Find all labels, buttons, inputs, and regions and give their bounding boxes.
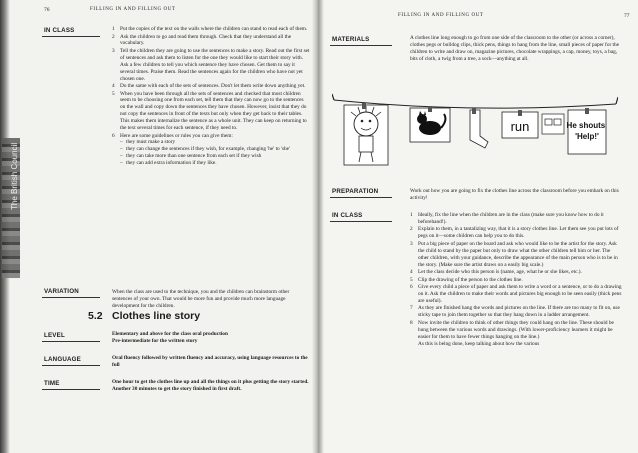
guidelines-list (120, 139, 310, 167)
running-head-left: FILLING IN AND FILLING OUT (90, 7, 176, 12)
list-item: 1 Ideally, fix the line when the children are in the class (make sure you know how to do it beforehand!). (410, 212, 604, 225)
list-item: 1 Put the copies of the text on the walls where the children can stand to read each of them. (112, 26, 308, 32)
list-item: 5 When you have been through all the sets of sentences and checked that most children seem to be choosing one from each set, tell them that they can now go to the sentences on the wall and copy down the sentences they have chosen. However, insist that they do not copy the sentences in front of the texts but only when they get back to their tables. This makes them internalize the sentence as a whole unit. They can keep on returning to the text several times for each sentence, if they need to. (112, 90, 307, 132)
level-text: Elementary and above for the class oral production Pre-intermediate for the written story (112, 331, 228, 344)
list-item: 6 Give every child a piece of paper and ask them to write a word or a sentence, or to do a drawing on it. Ask the children to make their words and pictures big enough to be seen easily (thick pens are useful). (410, 284, 622, 304)
right-page-lower (318, 186, 638, 453)
run-card-text: run (510, 119, 530, 134)
in-class-steps-right (410, 212, 622, 349)
list-item: 3 Tell the children they are going to use the sentences to make a story. Read out the first set of sentences and ask them to listen for the one they would like to start their story with. Ask a few children to tell you which sentence they have chosen. Get them to say it several times. Praise them. Read the sentences again for the children who have not yet chosen one. (112, 47, 310, 82)
label-rule (42, 36, 100, 37)
section-title: Clothes line story (112, 310, 201, 322)
page-number-left: 76 (44, 7, 50, 13)
list-item: 8 Now invite the children to think of other things they could hang on the line. These should be hung between the various words and drawings. (With lower-proficiency learners it might be easier for them to have fewer things hanging on the line.) (410, 319, 614, 340)
label-rule (42, 297, 100, 298)
preparation-text: Work out how you are going to fix the clothes line across the classroom before you embark on this activity! (410, 188, 619, 201)
list-item: 2 Ask the children to go and read them through. Check that they understand all the vocabulary. (112, 33, 292, 47)
side-tab-text: The British Council (10, 142, 19, 210)
list-item: 6 Here are some guidelines or rules you can give them: – they must make a story – they can change the sentences if they wish, for example, changing 'he' to 'she' – they can take more than one sentence from each set if they wish – they can add extra information if they like. (112, 133, 310, 168)
label-rule (42, 389, 100, 390)
label-rule (330, 197, 392, 198)
label-rule (330, 45, 392, 46)
label-rule (330, 221, 392, 222)
list-item: 3 Put a big piece of paper on the board and ask who would like to be the artist for the story. Ask the child to stand by the paper but only to draw what the other children tell him or her. The other children, with your guidance, describe the appearance of the main person who is to be in the story. (Make sure the artist draws on a easily big scale.) (410, 240, 618, 268)
label-rule (42, 341, 100, 342)
variation-label: VARIATION (44, 288, 79, 295)
guideline-item: – they can take more than one sentence from each set if they wish (120, 153, 310, 160)
label-rule (42, 365, 100, 366)
cat-card (410, 106, 450, 142)
in-class-steps-left (112, 26, 310, 168)
glasses-card (542, 114, 564, 134)
guideline-item: – they can add extra information if they like. (120, 160, 310, 167)
preparation-label: PREPARATION (332, 188, 379, 195)
materials-text: A clothes line long enough to go from one side of the classroom to the other (or across a corner), clothes pegs or bulldog clips, thick pens, things to hang from the line, small pieces of paper for the children to write and draw on, magazine pictures, chocolate wrappings, a cap, money, toys, a bag, bits of cloth, a twig from a tree, a sock—anything at all. (410, 35, 620, 62)
language-label: LANGUAGE (44, 356, 82, 363)
page-number-right: 77 (624, 13, 630, 19)
guideline-item: – they can change the sentences if they wish, for example, changing 'he' to 'she' (120, 146, 310, 153)
in-class-label-right: IN CLASS (332, 212, 363, 219)
time-label: TIME (44, 380, 60, 387)
guideline-item: – they must make a story (120, 139, 310, 146)
time-text: One hour to get the clothes line up and all the things on it plus getting the story started. Another 30 minutes to get the story finished in first draft. (112, 379, 309, 392)
list-item: 2 Explain to them, in a tantalizing way, that it is a story clothes line. Let them see you put lots of pegs on it—some children can help you to do this. (410, 226, 619, 240)
section-number: 5.2 (88, 310, 103, 322)
list-item: 4 Let the class decide who this person is (name, age, what he or she likes, etc.). (410, 269, 582, 276)
list-item: 5 Clip the drawing of the person to the clothes line. (410, 276, 523, 283)
run-card (502, 110, 538, 138)
list-item: As this is being done, keep talking about how the various (418, 341, 540, 348)
sock-card (470, 108, 488, 148)
materials-label: MATERIALS (332, 36, 370, 43)
left-page (0, 0, 318, 453)
language-text: Oral fluency followed by written fluency and accuracy, using language resources to the full (112, 355, 308, 368)
running-head-right: FILLING IN AND FILLING OUT (398, 13, 484, 18)
list-item: 4 Do the same with each of the sets of sentences. Don't let them write down anything yet. (112, 83, 306, 90)
clothes-line-illustration (332, 88, 618, 180)
level-label: LEVEL (44, 332, 65, 339)
shout-card (567, 108, 608, 154)
in-class-label: IN CLASS (44, 27, 75, 34)
list-item: 7 As they are finished hang the words and pictures on the line. If there are too many to fit on, use sticky tape to join them together so that they hang down in a ladder arrangement. (410, 305, 620, 319)
figure-card (344, 103, 388, 165)
shout-card-text: He shouts 'Help!' (566, 121, 606, 141)
variation-text: When the class are used to the technique, you and the children can brainstorm other sentences of your own. That would be more fun and provide much more language development for the children. (112, 289, 290, 309)
